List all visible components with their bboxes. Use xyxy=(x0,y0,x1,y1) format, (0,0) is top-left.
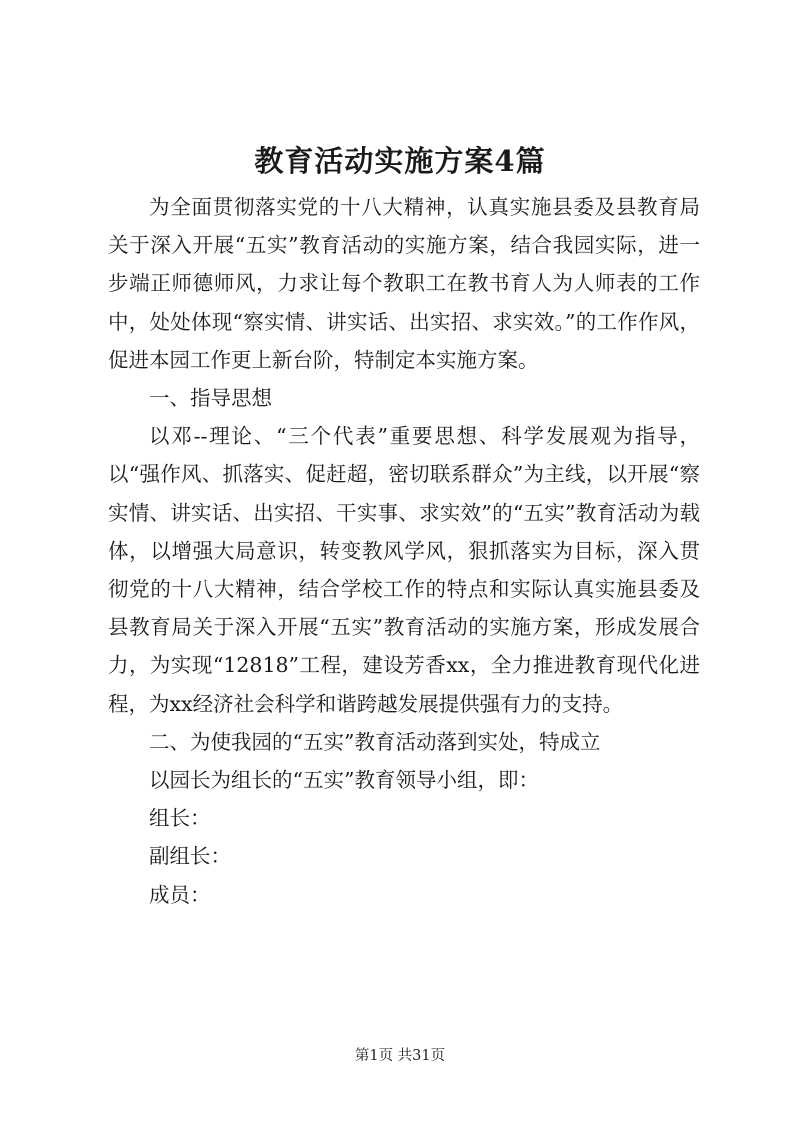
label-members: 成员： xyxy=(149,882,211,907)
document-body xyxy=(108,188,700,914)
page-footer xyxy=(0,1044,800,1065)
document-title: 教育活动实施方案4篇 xyxy=(254,144,546,178)
heading-leading-group: 二、为使我园的“五实”教育活动落到实处，特成立 xyxy=(149,729,601,754)
paragraph-leading-group: 以园长为组长的“五实”教育领导小组，即： xyxy=(149,768,539,793)
paragraph-guiding-ideology: 以邓--理论、“三个代表”重要思想、科学发展观为指导，以“强作风、抓落实、促赶超，密切联系群众”为主线，以开展“察实情、讲实话、出实招、干实事、求实效”的“五实”教育活动为载体，以增强大局意识，转变教风学风，狠抓落实为目标，深入贯彻党的十八大精神，结合学校工作的特点和实际认真实施县委及县教育局关于深入开展“五实”教育活动的实施方案，形成发展合力，为实现“12818”工程，建设芳香xx，全力推进教育现代化进程，为xx经济社会科学和谐跨越发展提供强有力的支持。 xyxy=(108,424,700,716)
paragraph-intro: 为全面贯彻落实党的十八大精神，认真实施县委及县教育局关于深入开展“五实”教育活动的实施方案，结合我园实际，进一步端正师德师风，力求让每个教职工在教书育人为人师表的工作中，处处体现“察实情、讲实话、出实招、求实效。”的工作作风，促进本园工作更上新台阶，特制定本实施方案。 xyxy=(108,195,700,372)
page-number: 第1页 共31页 xyxy=(354,1048,446,1064)
label-group-leader: 组长： xyxy=(149,806,211,831)
label-deputy-leader: 副组长： xyxy=(149,844,231,869)
heading-guiding-ideology: 一、指导思想 xyxy=(149,386,272,411)
